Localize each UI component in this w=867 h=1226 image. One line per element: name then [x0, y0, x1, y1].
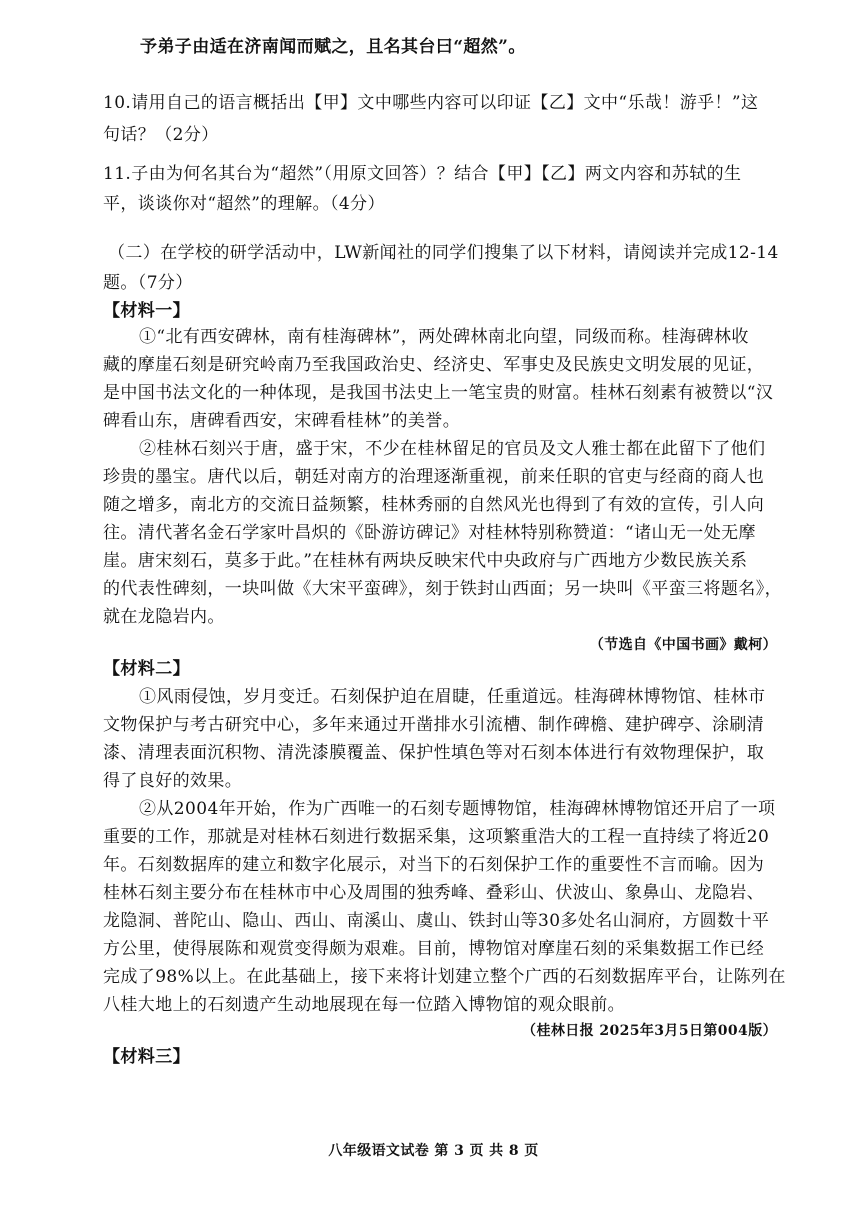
material-1-line: 是中国书法文化的一种体现，是我国书法史上一笔宝贵的财富。桂林石刻素有被赞以“汉: [103, 383, 774, 403]
material-2-heading: 【材料二】: [103, 659, 190, 679]
material-2-line: 龙隐洞、普陀山、隐山、西山、南溪山、虞山、铁封山等30多处名山洞府，方圆数十平: [103, 911, 770, 931]
material-1-line: 往。清代著名金石学家叶昌炽的《卧游访碑记》对桂林特别称赞道：“诸山无一处无摩: [103, 523, 756, 543]
question-11-line-2: 平，谈谈你对“超然”的理解。（4分）: [103, 194, 385, 214]
material-2-line: 完成了98%以上。在此基础上，接下来将计划建立整个广西的石刻数据库平台，让陈列在: [103, 967, 786, 987]
intro-line: 予弟子由适在济南闻而赋之，且名其台曰“超然”。: [140, 37, 526, 57]
material-2-line: 漆、清理表面沉积物、清洗漆膜覆盖、保护性填色等对石刻本体进行有效物理保护，取: [103, 743, 765, 763]
material-2-line: 得了良好的效果。: [103, 771, 243, 791]
material-1-line: 的代表性碑刻，一块叫做《大宋平蛮碑》，刻于铁封山西面；另一块叫《平蛮三将题名》，: [103, 579, 782, 599]
section-2-line-2: 题。（7分）: [103, 273, 193, 293]
material-1-line: 就在龙隐岩内。: [103, 607, 225, 627]
material-1-line: 藏的摩崖石刻是研究岭南乃至我国政治史、经济史、军事史及民族史文明发展的见证，: [103, 355, 765, 375]
material-1-heading: 【材料一】: [103, 301, 190, 321]
material-2-source: （桂林日报 2025年3月5日第004版）: [522, 1023, 777, 1039]
material-2-line: 年。石刻数据库的建立和数字化展示，对当下的石刻保护工作的重要性不言而喻。因为: [103, 855, 765, 875]
material-1-line: ②桂林石刻兴于唐，盛于宋，不少在桂林留足的官员及文人雅士都在此留下了他们: [139, 439, 766, 459]
material-3-heading: 【材料三】: [103, 1047, 190, 1067]
page-footer: 八年级语文试卷 第 3 页 共 8 页: [328, 1143, 539, 1159]
question-10-line-2: 句话？（2分）: [103, 125, 219, 145]
question-11-line-1: 11.子由为何名其台为“超然”（用原文回答）？结合【甲】【乙】两文内容和苏轼的生: [103, 164, 742, 184]
material-2-line: 八桂大地上的石刻遗产生动地展现在每一位踏入博物馆的观众眼前。: [103, 995, 625, 1015]
material-1-line: 珍贵的墨宝。唐代以后，朝廷对南方的治理逐渐重视，前来任职的官吏与经商的商人也: [103, 467, 765, 487]
material-2-line: 文物保护与考古研究中心，多年来通过开凿排水引流槽、制作碑檐、建护碑亭、涂刷清: [103, 715, 765, 735]
material-2-line: 重要的工作，那就是对桂林石刻进行数据采集，这项繁重浩大的工程一直持续了将近20: [103, 827, 770, 847]
material-1-source: （节选自《中国书画》戴柯）: [589, 637, 777, 653]
material-1-line: 碑看山东，唐碑看西安，宋碑看桂林”的美誉。: [103, 411, 461, 431]
material-1-line: 随之增多，南北方的交流日益频繁，桂林秀丽的自然风光也得到了有效的宣传，引人向: [103, 495, 765, 515]
material-1-line: ①“北有西安碑林，南有桂海碑林”，两处碑林南北向望，同级而称。桂海碑林收: [139, 327, 749, 347]
material-2-line: ①风雨侵蚀，岁月变迁。石刻保护迫在眉睫，任重道远。桂海碑林博物馆、桂林市: [139, 687, 766, 707]
question-10-line-1: 10.请用自己的语言概括出【甲】文中哪些内容可以印证【乙】文中“乐哉！游乎！”这: [103, 93, 759, 113]
material-2-line: 桂林石刻主要分布在桂林市中心及周围的独秀峰、叠彩山、伏波山、象鼻山、龙隐岩、: [103, 883, 765, 903]
material-2-line: 方公里，使得展陈和观赏变得颇为艰难。目前，博物馆对摩崖石刻的采集数据工作已经: [103, 939, 765, 959]
material-1-line: 崖。唐宋刻石，莫多于此。”在桂林有两块反映宋代中央政府与广西地方少数民族关系: [103, 551, 748, 571]
material-2-line: ②从2004年开始，作为广西唯一的石刻专题博物馆，桂海碑林博物馆还开启了一项: [139, 799, 776, 819]
section-2-line-1: （二）在学校的研学活动中，LW新闻社的同学们搜集了以下材料，请阅读并完成12-14: [108, 243, 779, 263]
